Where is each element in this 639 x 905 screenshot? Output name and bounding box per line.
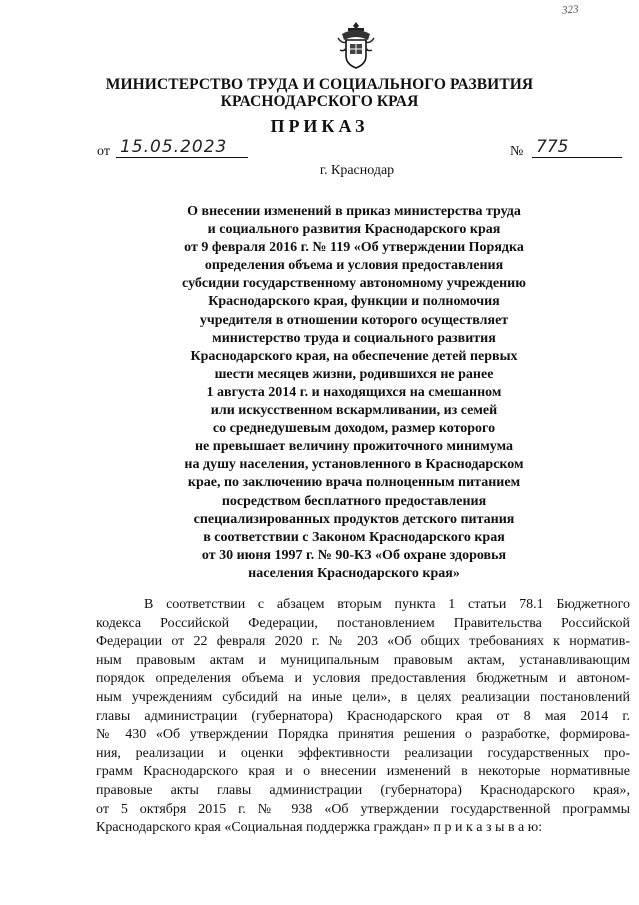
heading-line: Краснодарского края, на обеспечение детей первых bbox=[190, 348, 518, 364]
heading-line: на душу населения, установленного в Краснодарском bbox=[184, 457, 524, 473]
ministry-name-line1: МИНИСТЕРСТВО ТРУДА И СОЦИАЛЬНОГО РАЗВИТИЯ bbox=[105, 76, 534, 93]
heading-line: специализированных продуктов детского питания bbox=[193, 511, 515, 527]
body-line: Краснодарского края «Социальная поддержка граждан» п р и к а з ы в а ю: bbox=[96, 820, 543, 836]
heading-line: субсидии государственному автономному учреждению bbox=[182, 276, 526, 292]
heading-line: О внесении изменений в приказ министерства труда bbox=[187, 204, 521, 219]
body-line: № 430 «Об утверждении Порядка принятия решения о разработке, формирова- bbox=[96, 727, 630, 743]
body-line: ным учреждениям субсидий на иные цели», в целях реализации постановлений bbox=[96, 689, 630, 705]
document-title: ПРИКАЗ bbox=[270, 116, 369, 136]
body-line: Федерации от 22 февраля 2020 г. № 203 «Об общих требованиях к норматив- bbox=[96, 634, 630, 650]
heading-line: шести месяцев жизни, родившихся не ранее bbox=[214, 366, 494, 382]
date-value: 15.05.2023 bbox=[116, 138, 248, 158]
body-line: порядок определения объема и условия предоставления бюджетным и автоном- bbox=[96, 671, 630, 687]
heading-line: Краснодарского края, функции и полномочия bbox=[208, 294, 500, 310]
ministry-name-line2: КРАСНОДАРСКОГО КРАЯ bbox=[220, 93, 419, 110]
body-line: В соответствии с абзацем вторым пункта 1 статьи 78.1 Бюджетного bbox=[144, 597, 630, 612]
body-line: от 5 октября 2015 г. № 938 «Об утверждении государственной программы bbox=[96, 801, 630, 817]
body-line: главы администрации (губернатора) Краснодарского края от 8 мая 2014 г. bbox=[96, 708, 630, 724]
heading-line: посредством бесплатного предоставления bbox=[221, 493, 487, 509]
heading-line: от 30 июня 1997 г. № 90-КЗ «Об охране здоровья bbox=[201, 547, 507, 563]
date-label: от bbox=[97, 144, 110, 159]
heading-line: со среднедушевым доходом, размер которого bbox=[212, 421, 496, 437]
coat-of-arms-emblem bbox=[336, 20, 376, 70]
body-line: ным правовым актам и муниципальным правовым актам, устанавливающим bbox=[96, 652, 630, 668]
number-label: № bbox=[510, 144, 524, 159]
page-number-handwritten: 323 bbox=[561, 3, 579, 17]
body-line: кодекса Российской Федерации, постановлением Правительства Российской bbox=[96, 615, 630, 631]
body-line: ния, реализации и оценки эффективности реализации государственных про- bbox=[96, 745, 630, 761]
heading-line: определения объема и условия предоставления bbox=[204, 258, 504, 274]
heading-line: министерство труда и социального развития bbox=[212, 330, 496, 346]
body-line: правовые акты главы администрации (губернатора) Краснодарского края», bbox=[96, 782, 630, 798]
heading-line: или искусственном вскармливании, из семей bbox=[210, 403, 498, 419]
heading-line: не превышает величину прожиточного минимума bbox=[194, 439, 514, 455]
heading-line: и социального развития Краснодарского края bbox=[207, 222, 501, 238]
city-name: г. Краснодар bbox=[319, 163, 395, 178]
heading-line: от 9 февраля 2016 г. № 119 «Об утверждении Порядка bbox=[184, 240, 524, 256]
heading-line: учредителя в отношении которого осуществляет bbox=[199, 312, 509, 328]
document-heading bbox=[150, 203, 558, 583]
heading-line: в соответствии с Законом Краснодарского края bbox=[203, 529, 505, 545]
body-line: грамм Краснодарского края и о внесении изменений в некоторые нормативные bbox=[96, 764, 630, 780]
heading-line: 1 августа 2014 г. и находящихся на смешанном bbox=[206, 384, 502, 400]
heading-line: населения Краснодарского края» bbox=[248, 565, 460, 581]
number-value: 775 bbox=[532, 138, 622, 158]
heading-line: крае, по заключению врача полноценным питанием bbox=[187, 475, 521, 491]
body-paragraph bbox=[96, 596, 630, 838]
